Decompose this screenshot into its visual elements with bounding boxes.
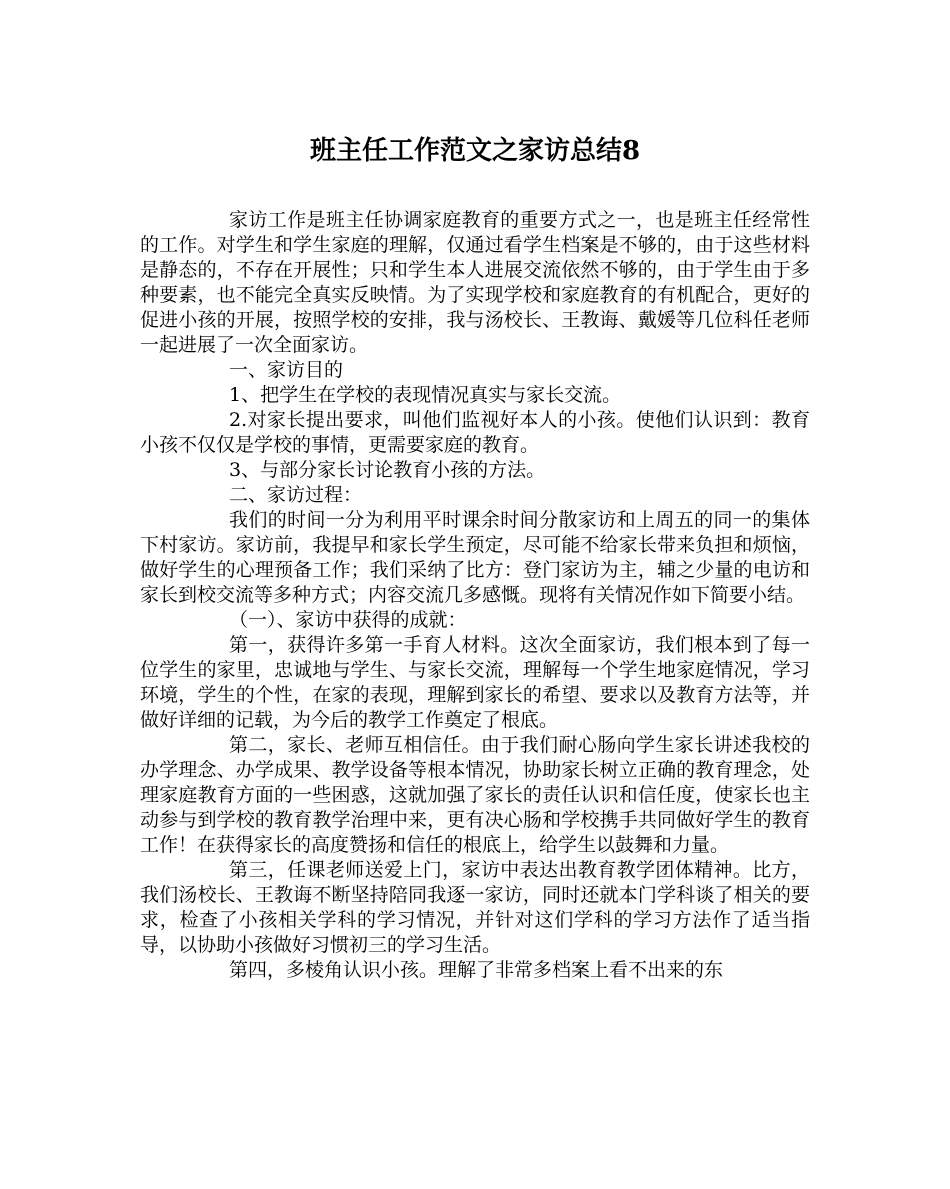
paragraph-second: 第二，家长、老师互相信任。由于我们耐心肠向学生家长讲述我校的办学理念、办学成果、教学设备等根本情况，协助家长树立正确的教育理念，处理家庭教育方面的一些困惑，这就加强了家长的责任认识和信任度，使家长也主动参与到学校的教育教学治理中来，更有决心肠和学校携手共同做好学生的教育工作！在获得家长的高度赞扬和信任的根底上，给学生以鼓舞和力量。 <box>140 734 810 856</box>
paragraph-third: 第三，任课老师送爱上门，家访中表达出教育教学团体精神。比方，我们汤校长、王教诲不断坚持陪同我逐一家访，同时还就本门学科谈了相关的要求，检查了小孩相关学科的学习情况，并针对这们学科的学习方法作了适当指导，以协助小孩做好习惯初三的学习生活。 <box>140 859 810 956</box>
paragraph-fourth: 第四，多棱角认识小孩。理解了非常多档案上看不出来的东 <box>229 959 724 981</box>
heading-purpose: 一、家访目的 <box>229 359 344 381</box>
paragraph-purpose-1: 1、把学生在学校的表现情况真实与家长交流。 <box>229 384 622 406</box>
heading-achievements: （一）、家访中获得的成就： <box>229 609 467 631</box>
paragraph-intro: 家访工作是班主任协调家庭教育的重要方式之一，也是班主任经常性的工作。对学生和学生家庭的理解，仅通过看学生档案是不够的，由于这些材料是静态的，不存在开展性；只和学生本人进展交流依然不够的，由于学生由于多种要素，也不能完全真实反映情。为了实现学校和家庭教育的有机配合，更好的促进小孩的开展，按照学校的安排，我与汤校长、王教诲、戴媛等几位科任老师一起进展了一次全面家访。 <box>140 209 810 356</box>
paragraph-first: 第一，获得许多第一手育人材料。这次全面家访，我们根本到了每一位学生的家里，忠诚地与学生、与家长交流，理解每一个学生地家庭情况，学习环境，学生的个性，在家的表现，理解到家长的希望、要求以及教育方法等，并做好详细的记载，为今后的教学工作奠定了根底。 <box>140 634 810 731</box>
heading-process: 二、家访过程： <box>229 484 363 506</box>
paragraph-process: 我们的时间一分为利用平时课余时间分散家访和上周五的同一的集体下村家访。家访前，我提早和家长学生预定，尽可能不给家长带来负担和烦恼，做好学生的心理预备工作；我们采纳了比方：登门家访为主，辅之少量的电访和家长到校交流等多种方式；内容交流几多感慨。现将有关情况作如下简要小结。 <box>140 509 810 606</box>
paragraph-purpose-3: 3、与部分家长讨论教育小孩的方法。 <box>229 459 546 481</box>
document-title: 班主任工作范文之家访总结8 <box>309 136 641 166</box>
paragraph-purpose-2: 2.对家长提出要求，叫他们监视好本人的小孩。使他们认识到：教育小孩不仅仅是学校的事情，更需要家庭的教育。 <box>140 409 810 456</box>
document-body <box>140 208 810 983</box>
